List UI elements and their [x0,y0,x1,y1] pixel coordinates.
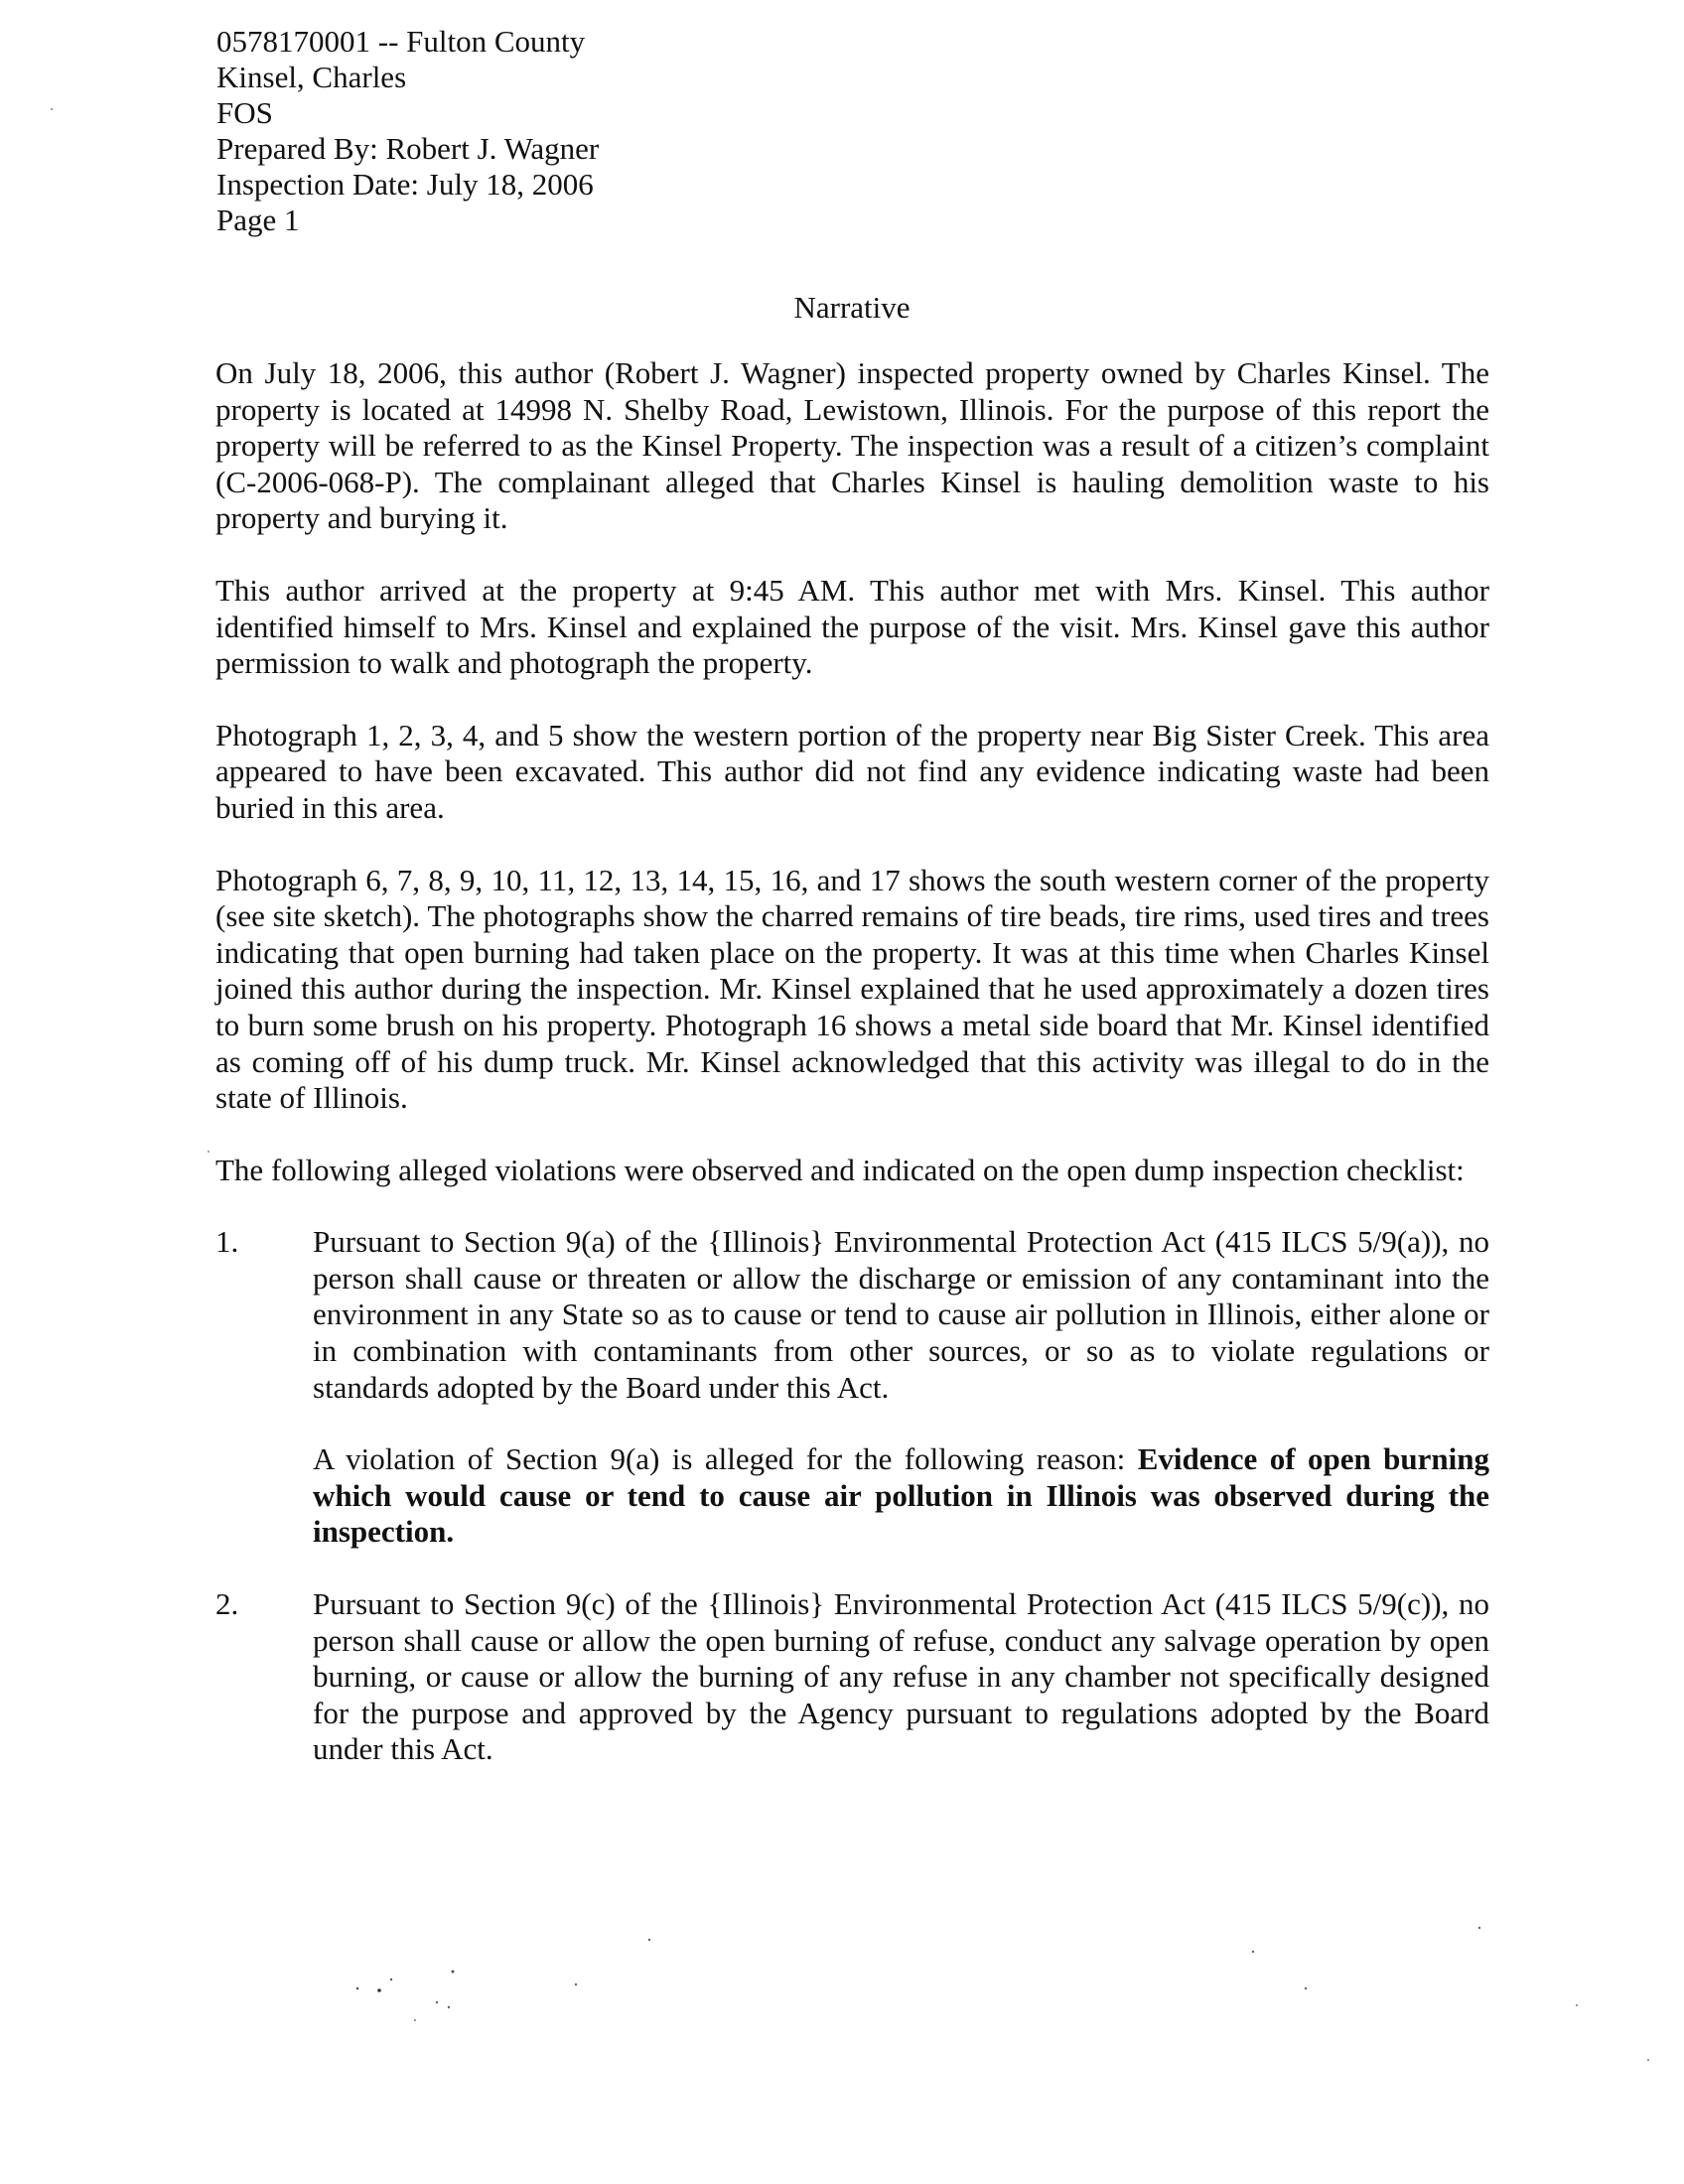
narrative-paragraph: This author arrived at the property at 9:45 AM. This author met with Mrs. Kinsel. This author identified himself to Mrs. Kinsel and explained the purpose of the visit. Mrs. Kinsel gave this author permission to walk and photograph the property. [215,572,1489,681]
violation-item [215,1586,1489,1768]
header-owner: Kinsel, Charles [216,60,407,94]
violation-reason [313,1441,1489,1551]
header-inspection-date: Inspection Date: July 18, 2006 [216,167,594,202]
violation-text: Pursuant to Section 9(c) of the {Illinois} Environmental Protection Act (415 ILCS 5/9(c)), no person shall cause or allow the open burning of refuse, conduct any salvage operation by open burning, or cause or allow the burning of any refuse in any chamber not specifically designed for the purpose and approved by the Agency pursuant to regulations adopted by the Board under this Act. [313,1586,1489,1767]
narrative-body [215,355,1489,1804]
violation-number: 2. [215,1586,239,1622]
narrative-paragraph: Photograph 6, 7, 8, 9, 10, 11, 12, 13, 14, 15, 16, and 17 shows the south western corner of the property (see site sketch). The photographs show the charred remains of tire beads, tire rims, used tires and trees indicating that open burning had taken place on the property. It was at this time when Charles Kinsel joined this author during the inspection. Mr. Kinsel explained that he used approximately a dozen tires to burn some brush on his property. Photograph 16 shows a metal side board that Mr. Kinsel identified as coming off of his dump truck. Mr. Kinsel acknowledged that this activity was illegal to do in the state of Illinois. [215,862,1489,1116]
header-prepared-by: Prepared By: Robert J. Wagner [216,131,600,166]
section-title: Narrative [793,290,911,325]
narrative-paragraph: Photograph 1, 2, 3, 4, and 5 show the western portion of the property near Big Sister Creek. This area appeared to have been excavated. This author did not find any evidence indicating waste had been buried in this area. [215,717,1489,825]
violation-number: 1. [215,1224,239,1260]
document-header [216,24,599,238]
header-site-id: 0578170001 -- Fulton County [216,24,586,59]
narrative-paragraph: On July 18, 2006, this author (Robert J. Wagner) inspected property owned by Charles Kinsel. The property is located at 14998 N. Shelby Road, Lewistown, Illinois. For the purpose of this report the property will be referred to as the Kinsel Property. The inspection was a result of a citizen’s complaint (C-2006-068-P). The complainant alleged that Charles Kinsel is hauling demolition waste to his property and burying it. [215,355,1489,536]
violations-intro: The following alleged violations were observed and indicated on the open dump inspection checklist: [215,1152,1465,1187]
header-page-number: Page 1 [216,203,300,237]
header-program: FOS [216,95,273,130]
violation-reason-finding: Evidence of open burning which would cause or tend to cause air pollution in Illinois was observed during the inspection. [313,1441,1489,1550]
violation-text: Pursuant to Section 9(a) of the {Illinois} Environmental Protection Act (415 ILCS 5/9(a)), no person shall cause or threaten or allow the discharge or emission of any contaminant into the environment in any State so as to cause or tend to cause air pollution in Illinois, either alone or in combination with contaminants from other sources, or so as to violate regulations or standards adopted by the Board under this Act. [313,1224,1489,1405]
violation-item [215,1224,1489,1551]
violation-reason-intro: A violation of Section 9(a) is alleged for the following reason: [313,1441,1138,1477]
